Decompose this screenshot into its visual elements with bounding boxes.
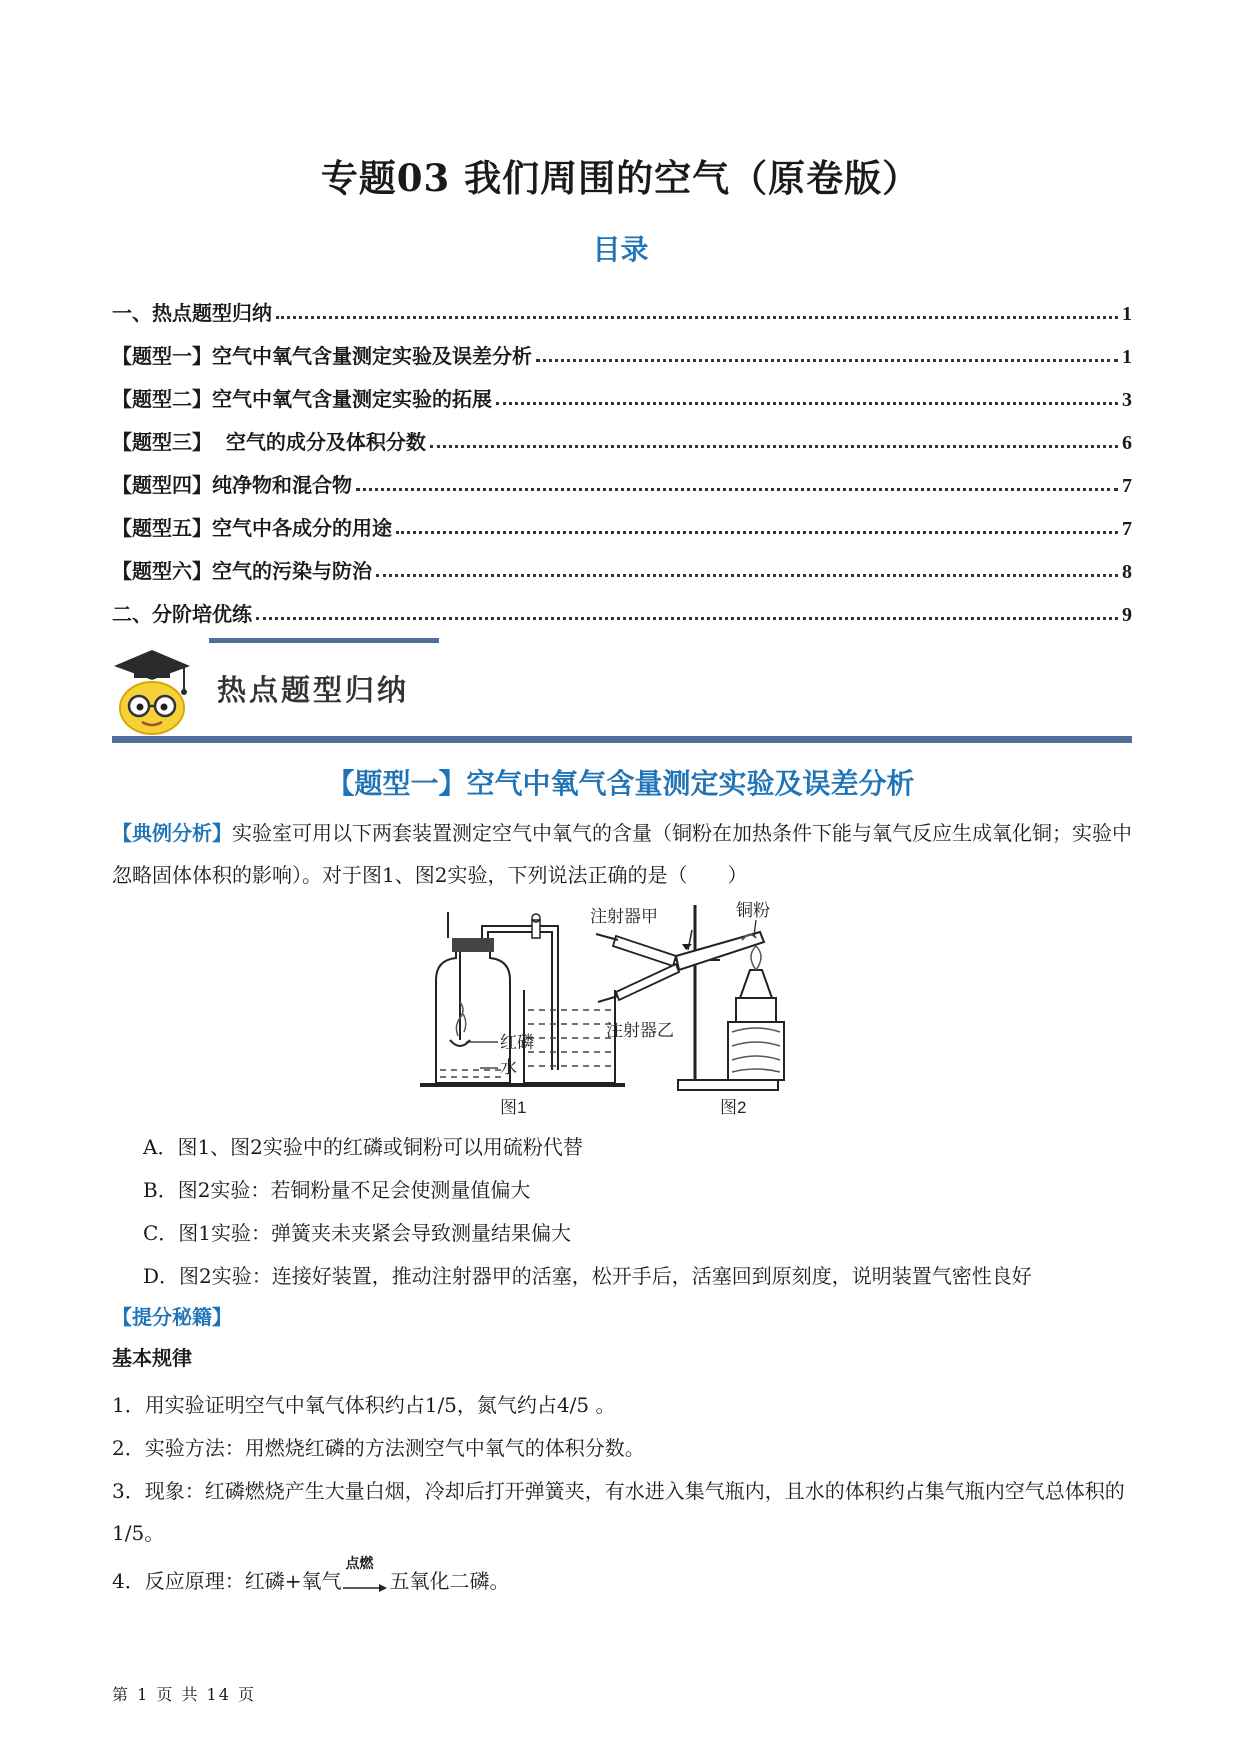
page-footer: 第 1 页 共 14 页 [112,1685,256,1704]
toc-entry-label: 【题型二】空气中氧气含量测定实验的拓展 [112,387,492,411]
tip-item: 1．用实验证明空气中氧气体积约占1/5，氮气约占4/5 。 [112,1393,616,1417]
toc-entry-page: 1 [1122,346,1132,368]
toc-leader-dots [376,574,1118,577]
tip-item: 3．现象：红磷燃烧产生大量白烟，冷却后打开弹簧夹，有水进入集气瓶内，且水的体积约占集气瓶内空气总体积的1/5。 [112,1479,1125,1545]
apparatus-diagram [420,900,860,1120]
table-of-contents [112,283,1132,627]
example-paragraph [112,812,1134,896]
tips-tag-label: 【提分秘籍】 [112,1305,232,1329]
toc-entry[interactable] [112,412,1132,455]
toc-entry-page: 1 [1122,303,1132,325]
arrow-right-icon [341,1568,389,1598]
tip-item-reaction [112,1555,1134,1602]
toc-entry[interactable] [112,584,1132,627]
option-d: D．图2实验：连接好装置，推动注射器甲的活塞，松开手后，活塞回到原刻度，说明装置气密性良好 [143,1264,1032,1288]
section-heading: 【题型一】空气中氧气含量测定实验及误差分析 [326,767,915,800]
banner-bottom-line [112,736,1132,743]
toc-entry-label: 【题型四】纯净物和混合物 [112,473,352,497]
example-text: 实验室可用以下两套装置测定空气中氧气的含量（铜粉在加热条件下能与氧气反应生成氧化铜；实验中忽略固体体积的影响）。对于图1、图2实验，下列说法正确的是（ ） [112,821,1132,887]
tip-item: 2．实验方法：用燃烧红磷的方法测空气中氧气的体积分数。 [112,1436,645,1460]
example-tag: 【典例分析】 [112,821,232,845]
toc-entry[interactable] [112,498,1132,541]
toc-entry-page: 8 [1122,561,1132,583]
label-red-phosphorus: 红磷 [500,1033,534,1052]
experiment-figure [420,900,860,1120]
toc-entry-label: 【题型六】空气的污染与防治 [112,559,372,583]
reaction-arrow [341,1555,389,1598]
toc-entry-page: 7 [1122,518,1132,540]
toc-entry[interactable] [112,369,1132,412]
label-syringe-b: 注射器乙 [606,1021,674,1040]
toc-leader-dots [496,402,1118,405]
toc-entry[interactable] [112,283,1132,326]
toc-leader-dots [256,617,1118,620]
label-copper-powder: 铜粉 [736,901,770,920]
toc-entry-label: 【题型三】 空气的成分及体积分数 [112,430,426,454]
toc-leader-dots [430,445,1118,448]
toc-entry-page: 6 [1122,432,1132,454]
reaction-prefix: 4．反应原理：红磷+氧气 [112,1569,342,1593]
option-a: A．图1、图2实验中的红磷或铜粉可以用硫粉代替 [143,1135,583,1159]
toc-entry-page: 3 [1122,389,1132,411]
banner-label: 热点题型归纳 [217,673,410,707]
toc-entry-label: 一、热点题型归纳 [112,301,272,325]
toc-heading: 目录 [592,233,649,266]
toc-entry-page: 7 [1122,475,1132,497]
toc-entry[interactable] [112,326,1132,369]
toc-entry-label: 【题型五】空气中各成分的用途 [112,516,392,540]
section-banner [112,638,1132,748]
toc-entry-label: 【题型一】空气中氧气含量测定实验及误差分析 [112,344,532,368]
toc-entry-page: 9 [1122,604,1132,626]
page-title: 专题03 我们周围的空气（原卷版） [320,156,921,200]
reaction-condition: 点燃 [345,1555,374,1572]
label-syringe-a: 注射器甲 [590,907,658,926]
scholar-mascot-icon [112,648,192,738]
option-b: B．图2实验：若铜粉量不足会使测量值偏大 [143,1178,531,1202]
toc-leader-dots [356,488,1118,491]
caption-figure-1: 图1 [500,1098,527,1117]
label-water: 水 [500,1058,517,1077]
toc-leader-dots [396,531,1118,534]
reaction-suffix: 五氧化二磷。 [389,1569,510,1593]
caption-figure-2: 图2 [720,1098,747,1117]
toc-leader-dots [276,316,1118,319]
toc-entry[interactable] [112,541,1132,584]
option-c: C．图1实验：弹簧夹未夹紧会导致测量结果偏大 [143,1221,572,1245]
toc-entry[interactable] [112,455,1132,498]
toc-leader-dots [536,359,1118,362]
banner-top-line [209,638,439,643]
rule-heading: 基本规律 [112,1346,192,1370]
tips-tag [112,1296,1134,1338]
toc-entry-label: 二、分阶培优练 [112,602,252,626]
